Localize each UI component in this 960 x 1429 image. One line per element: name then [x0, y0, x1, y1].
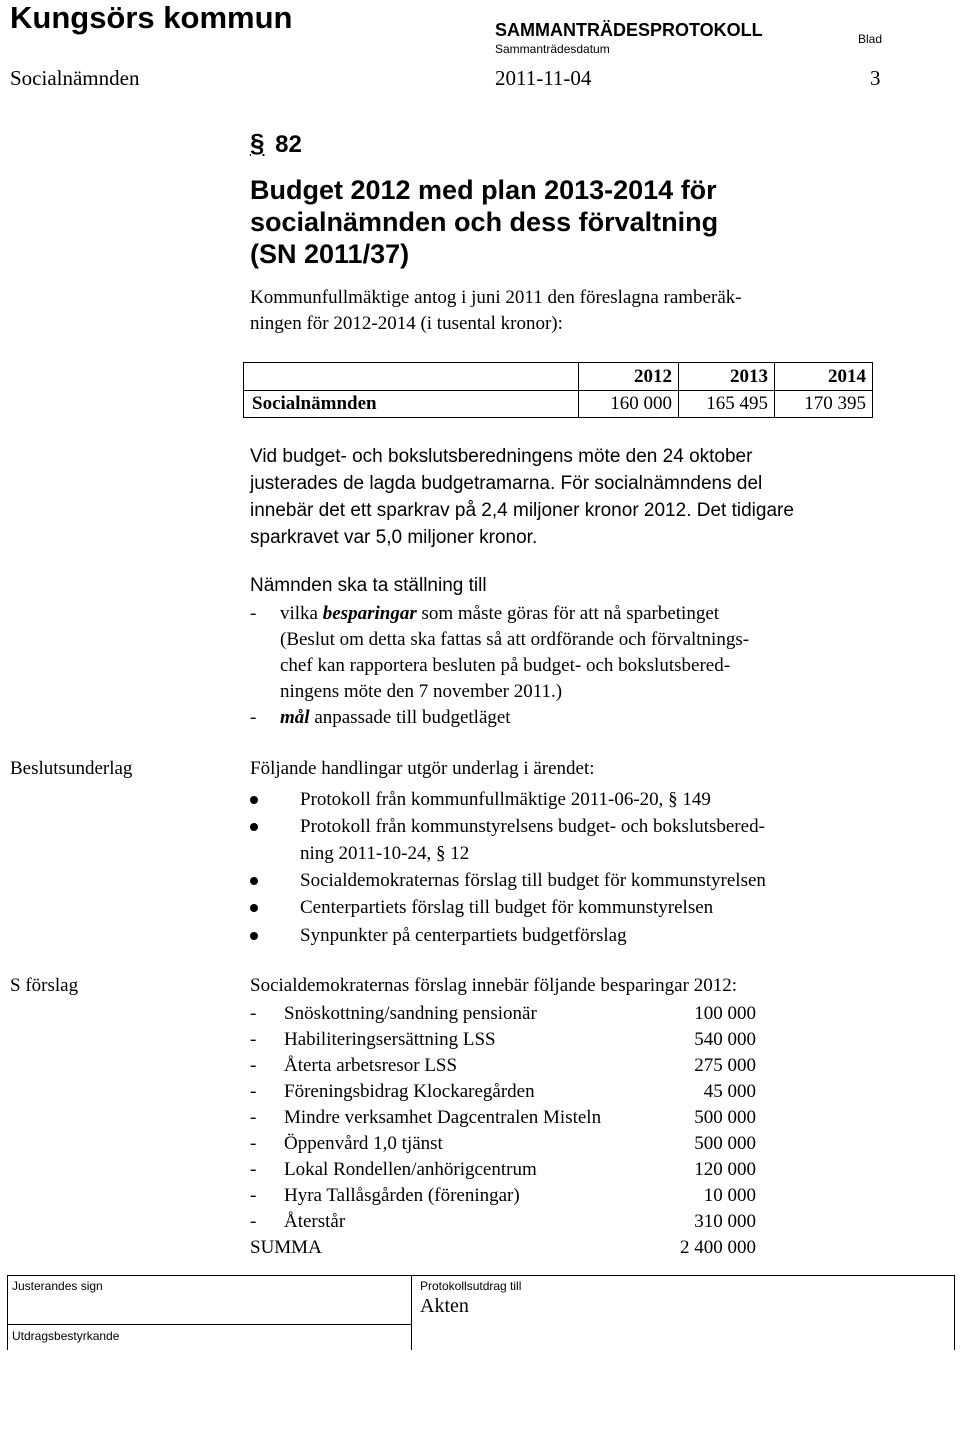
- savings-label: Återstår: [284, 1211, 346, 1232]
- s-proposal-intro: Socialdemokraternas förslag innebär följande besparingar 2012:: [250, 975, 737, 996]
- savings-label: Öppenvård 1,0 tjänst: [284, 1133, 443, 1154]
- dash-marker: -: [250, 1185, 257, 1206]
- decision-basis-intro: Följande handlingar utgör underlag i ärendet:: [250, 758, 595, 779]
- savings-label: Snöskottning/sandning pensionär: [284, 1003, 537, 1024]
- meeting-date-label: Sammanträdesdatum: [495, 42, 610, 56]
- decision-item-rest: som måste göras för att nå sparbetinget: [416, 603, 720, 624]
- savings-label: Lokal Rondellen/anhörigcentrum: [284, 1159, 537, 1180]
- budget-value-cell: 170 395: [774, 390, 872, 417]
- budget-year-cell: 2013: [678, 363, 774, 390]
- decision-item-cont-text: (Beslut om detta ska fattas så att ordförande och förvaltnings- chef kan rapportera besluten på budget- och bokslutsbered- ningens möte den 7 november 2011.): [280, 629, 750, 702]
- decision-item-emphasis: besparingar: [322, 603, 417, 624]
- savings-label: Föreningsbidrag Klockaregården: [284, 1081, 535, 1102]
- budget-year-cell: 2014: [774, 363, 872, 390]
- dash-marker: -: [250, 1081, 257, 1102]
- savings-amount: 120 000: [694, 1159, 756, 1180]
- footer-border: [954, 1276, 955, 1350]
- savings-amount: 10 000: [703, 1185, 756, 1206]
- bullet-icon: [250, 877, 258, 885]
- savings-row: [250, 1053, 756, 1079]
- savings-row: [250, 1105, 756, 1131]
- savings-row: [250, 1209, 756, 1235]
- list-item-text: Protokoll från kommunstyrelsens budget- och bokslutsbered- ning 2011-10-24, § 12: [300, 816, 765, 864]
- dash-marker: -: [250, 1107, 257, 1128]
- paragraph-number: [250, 128, 302, 159]
- meeting-date: 2011-11-04: [495, 66, 592, 90]
- savings-total-row: [250, 1235, 756, 1261]
- savings-label: Hyra Tallåsgården (föreningar): [284, 1185, 520, 1206]
- footer-border: [7, 1276, 8, 1350]
- s-proposal-label: S förslag: [10, 975, 79, 996]
- budget-table: [243, 362, 873, 418]
- savings-amount: 100 000: [694, 1003, 756, 1024]
- dash-marker: -: [250, 1003, 257, 1024]
- decision-item-rest: anpassade till budgetläget: [309, 707, 511, 728]
- utdragsbestyrkande-label: Utdragsbestyrkande: [12, 1329, 120, 1343]
- dash-marker: -: [250, 707, 257, 728]
- dash-marker: -: [250, 1159, 257, 1180]
- footer-box: [7, 1275, 955, 1350]
- budget-row-label: Socialnämnden: [252, 392, 377, 414]
- page-label: Blad: [858, 32, 883, 46]
- savings-row: [250, 1183, 756, 1209]
- intro-text: Kommunfullmäktige antog i juni 2011 den föreslagna ramberäk- ningen för 2012-2014 (i tusental kronor):: [250, 287, 742, 334]
- savings-row: [250, 1079, 756, 1105]
- bullet-icon: [250, 932, 258, 940]
- savings-amount: 45 000: [703, 1081, 756, 1102]
- paragraph-symbol: §: [250, 128, 265, 158]
- paragraph-number-value: 82: [275, 131, 302, 158]
- dash-marker: -: [250, 1133, 257, 1154]
- footer-divider: [411, 1276, 412, 1350]
- decision-basis-label: Beslutsunderlag: [10, 758, 133, 779]
- savings-row: [250, 1131, 756, 1157]
- page-number: 3: [870, 66, 881, 90]
- savings-total-amount: 2 400 000: [680, 1237, 756, 1258]
- justerandes-sign-label: Justerandes sign: [12, 1279, 103, 1293]
- savings-total-label: SUMMA: [250, 1237, 322, 1258]
- dash-marker: -: [250, 1211, 257, 1232]
- savings-row: [250, 1027, 756, 1053]
- budget-table-header-row: [244, 363, 872, 391]
- savings-amount: 310 000: [694, 1211, 756, 1232]
- list-item-text: Protokoll från kommunfullmäktige 2011-06-20, § 149: [300, 789, 711, 810]
- committee-name: Socialnämnden: [10, 66, 140, 90]
- savings-amount: 500 000: [694, 1133, 756, 1154]
- savings-amount: 275 000: [694, 1055, 756, 1076]
- document-type: SAMMANTRÄDESPROTOKOLL: [495, 20, 763, 40]
- budget-year-cell: 2012: [578, 363, 678, 390]
- list-item-text: Socialdemokraternas förslag till budget för kommunstyrelsen: [300, 870, 766, 891]
- decision-item-prefix: vilka: [280, 603, 323, 624]
- budget-paragraph: Vid budget- och bokslutsberedningens möte den 24 oktober justerades de lagda budgetramarna. För socialnämndens del innebär det ett sparkrav på 2,4 miljoner kronor 2012. Det tidigare sparkravet var 5,0 miljoner kronor.: [250, 446, 794, 548]
- decision-item-text: [280, 601, 880, 627]
- section-title: Budget 2012 med plan 2013-2014 för socialnämnden och dess förvaltning (SN 2011/37): [250, 175, 719, 269]
- municipality-name: Kungsörs kommun: [10, 0, 293, 35]
- protokollsutdrag-label: Protokollsutdrag till: [420, 1279, 522, 1293]
- protokollsutdrag-value: Akten: [420, 1295, 469, 1317]
- decision-intro: Nämnden ska ta ställning till: [250, 575, 487, 596]
- decision-item-text: [280, 705, 880, 731]
- list-item-text: Synpunkter på centerpartiets budgetförslag: [300, 925, 627, 946]
- savings-label: Återta arbetsresor LSS: [284, 1055, 458, 1076]
- dash-marker: -: [250, 1055, 257, 1076]
- decision-item-emphasis: mål: [280, 707, 310, 728]
- budget-value-cell: 165 495: [678, 390, 774, 417]
- savings-amount: 500 000: [694, 1107, 756, 1128]
- list-item-text: Centerpartiets förslag till budget för kommunstyrelsen: [300, 897, 714, 918]
- bullet-icon: [250, 796, 258, 804]
- budget-table-row: [244, 390, 872, 417]
- bullet-icon: [250, 904, 258, 912]
- footer-divider: [7, 1324, 412, 1325]
- savings-amount: 540 000: [694, 1029, 756, 1050]
- bullet-icon: [250, 823, 258, 831]
- savings-row: [250, 1157, 756, 1183]
- savings-row: [250, 1001, 756, 1027]
- dash-marker: -: [250, 603, 257, 624]
- savings-label: Mindre verksamhet Dagcentralen Misteln: [284, 1107, 602, 1128]
- budget-value-cell: 160 000: [578, 390, 678, 417]
- dash-marker: -: [250, 1029, 257, 1050]
- savings-label: Habiliteringsersättning LSS: [284, 1029, 496, 1050]
